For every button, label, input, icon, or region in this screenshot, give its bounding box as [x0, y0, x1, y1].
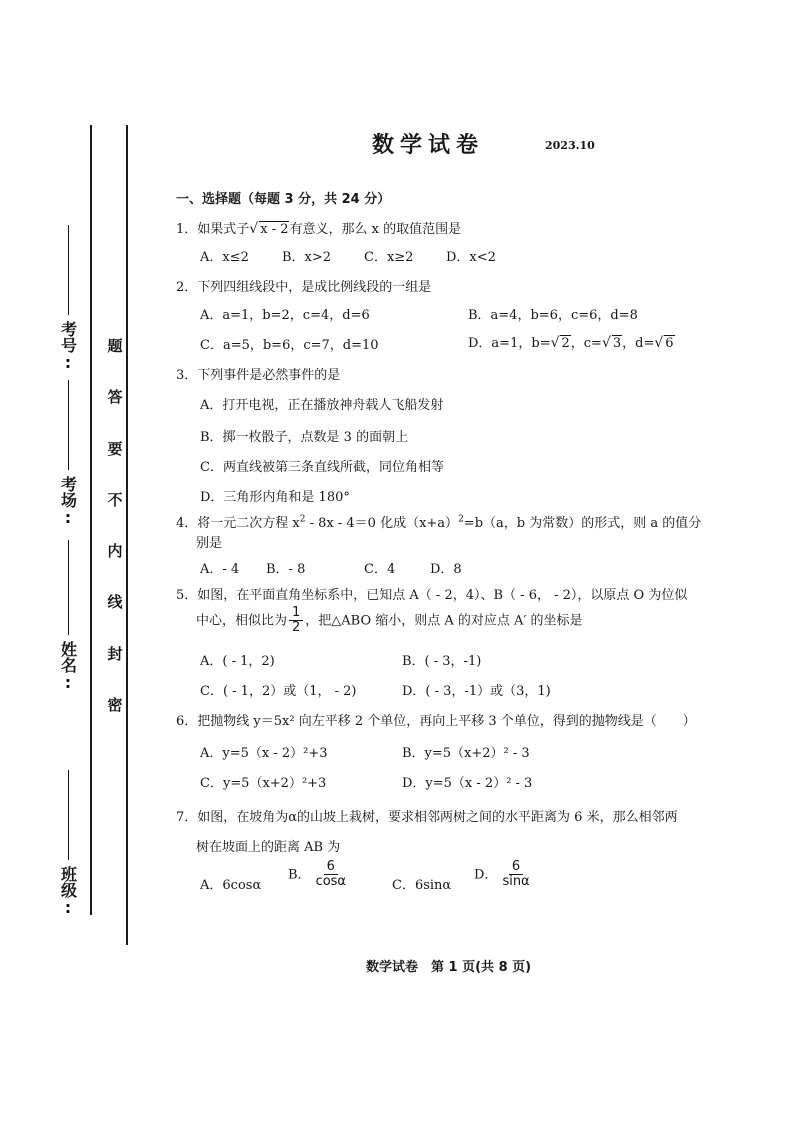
question-4-option[interactable]: A．- 4	[200, 562, 240, 577]
question-7-stem-cont: 树在坡面上的距离 AB 为	[196, 840, 341, 855]
seal-char: 密	[107, 695, 123, 714]
ratio-fraction: $\frac{1}{2}$	[289, 606, 303, 636]
exam-room-field[interactable]	[58, 380, 78, 527]
page-footer: 数学试卷 第 1 页(共 8 页)	[366, 960, 532, 975]
question-7-option-c[interactable]: C．6sinα	[392, 878, 452, 893]
question-6-option-d[interactable]: D．y=5（x - 2）² - 3	[402, 776, 533, 791]
question-7-stem: 7．如图，在坡角为α的山坡上栽树，要求相邻两树之间的水平距离为 6 米，那么相邻两	[176, 810, 678, 825]
name-label: 姓名:	[58, 641, 78, 692]
exam-number-label: 考号:	[58, 321, 78, 372]
question-2-option-d[interactable]: D．a=1，b=√ 2，c=√ 3，d=√ 6	[468, 335, 674, 351]
margin-line-outer	[90, 125, 92, 915]
class-field[interactable]	[58, 770, 78, 917]
question-1-option[interactable]: C．x≥2	[364, 250, 414, 265]
seal-warning-text	[104, 335, 126, 715]
question-1-option[interactable]: D．x<2	[446, 250, 496, 265]
question-7-option-a[interactable]: A．6cosα	[200, 878, 262, 893]
seal-char: 内	[107, 542, 123, 561]
question-5-option-d[interactable]: D．( - 3，-1）或（3，1)	[402, 684, 551, 699]
question-5-stem-cont: 中心，相似比为 $\frac{1}{2}$ ，把△ABO 缩小，则点 A 的对应点 A′ 的坐标是	[196, 605, 583, 636]
question-5-option-a[interactable]: A．( - 1，2)	[200, 654, 275, 669]
question-3-stem: 3．下列事件是必然事件的是	[176, 368, 341, 383]
question-2-stem: 2．下列四组线段中，是成比例线段的一组是	[176, 280, 432, 295]
margin-line-inner	[126, 125, 128, 945]
question-6-option-b[interactable]: B．y=5（x+2）² - 3	[402, 746, 530, 761]
seal-char: 答	[107, 388, 123, 407]
exam-date: 2023.10	[545, 139, 595, 152]
seal-char: 线	[107, 593, 123, 612]
question-3-option-c[interactable]: C．两直线被第三条直线所截，同位角相等	[200, 460, 444, 475]
class-label: 班级:	[58, 866, 78, 917]
question-5-option-b[interactable]: B．( - 3，-1)	[402, 654, 482, 669]
question-6-option-c[interactable]: C．y=5（x+2）²+3	[200, 776, 327, 791]
exam-room-label: 考场:	[58, 476, 78, 527]
question-3-option-a[interactable]: A．打开电视，正在播放神舟载人飞船发射	[200, 398, 444, 413]
exam-number-field[interactable]	[58, 225, 78, 372]
question-3-option-d[interactable]: D．三角形内角和是 180°	[200, 490, 350, 505]
seal-char: 要	[107, 439, 123, 458]
page-title: 数学试卷	[372, 133, 485, 158]
radicand: x - 2	[260, 222, 289, 237]
question-6-stem: 6．把抛物线 y＝5x² 向左平移 2 个单位，再向上平移 3 个单位，得到的抛物线是（ ）	[176, 714, 696, 729]
question-5-option-c[interactable]: C．( - 1，2）或（1， - 2)	[200, 684, 357, 699]
question-4-stem-cont: 别是	[196, 536, 223, 551]
name-field[interactable]	[58, 540, 78, 692]
question-1-stem: 1．如果式子√ x - 2有意义，那么 x 的取值范围是	[176, 221, 462, 237]
question-4-option[interactable]: C．4	[364, 562, 396, 577]
seal-char: 题	[107, 337, 123, 355]
question-1-option[interactable]: A．x≤2	[200, 250, 249, 265]
question-4-stem: 4．将一元二次方程 $x^2 - 8x - 4=0$ 化成$(x+a)^2=b(a$，b 为常数）的形式，则 a 的值分	[176, 514, 702, 531]
question-4-option[interactable]: B．- 8	[266, 562, 306, 577]
seal-char: 不	[107, 490, 123, 509]
question-6-option-a[interactable]: A．y=5（x - 2）²+3	[200, 746, 328, 761]
question-4-option[interactable]: D．8	[430, 562, 462, 577]
section-heading: 一、选择题（每题 3 分，共 24 分）	[176, 192, 391, 207]
question-2-option-a[interactable]: A．a=1，b=2，c=4，d=6	[200, 308, 370, 323]
question-7-option-b[interactable]: B． $\frac{6}{\cos\alpha}$	[288, 859, 347, 890]
question-2-option-c[interactable]: C．a=5，b=6，c=7，d=10	[200, 338, 379, 353]
question-1-option[interactable]: B．x>2	[282, 250, 332, 265]
question-5-stem: 5．如图，在平面直角坐标系中，已知点 A（ - 2，4）、B（ - 6， - 2），以原点 O 为位似	[176, 588, 688, 603]
seal-char: 封	[107, 644, 123, 663]
question-2-option-b[interactable]: B．a=4，b=6，c=6，d=8	[468, 308, 638, 323]
question-3-option-b[interactable]: B．掷一枚骰子，点数是 3 的面朝上	[200, 430, 409, 445]
question-7-option-d[interactable]: D． $\frac{6}{\sin\alpha}$	[474, 859, 530, 890]
